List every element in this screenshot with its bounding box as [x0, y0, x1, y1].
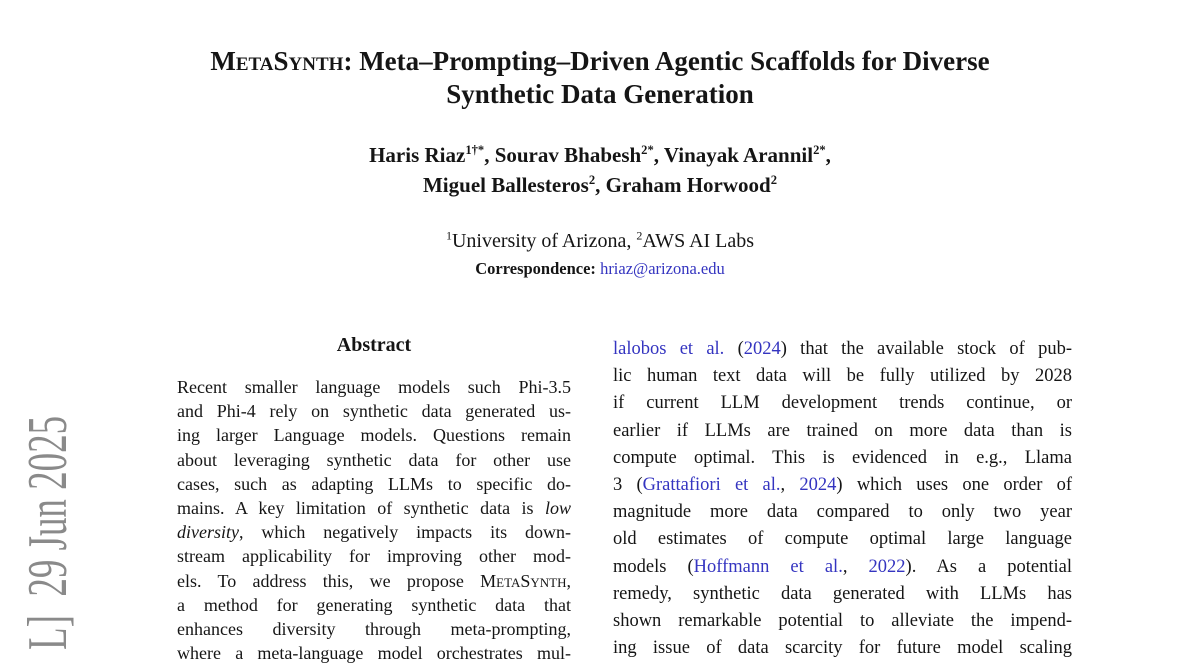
abstract-heading: Abstract — [336, 334, 412, 356]
text-line — [177, 544, 571, 568]
text-segment: about leveraging synthetic data for other use — [177, 449, 571, 470]
text-segment: , — [842, 556, 869, 577]
text-line — [177, 641, 571, 665]
text-segment: Recent smaller language models such Phi-3.5 — [177, 377, 571, 397]
text-segment: 2 — [588, 173, 596, 187]
title-line-1 — [0, 45, 1200, 78]
text-segment: : Meta–Prompting–Driven Agentic Scaffolds for Diverse — [343, 46, 990, 76]
page-title — [0, 45, 1200, 111]
text-line — [177, 472, 571, 496]
text-segment: ). As a potential — [905, 556, 1072, 577]
text-segment: , Graham Horwood — [595, 173, 771, 197]
citation-link[interactable]: 2024 — [799, 474, 837, 495]
text-segment: Synthetic Data Generation — [446, 79, 754, 109]
text-segment: MetaSynth — [210, 46, 344, 76]
text-segment: AWS AI Labs — [642, 230, 755, 252]
text-segment: magnitude more data compared to only two year — [613, 502, 1072, 523]
citation-link[interactable]: 2022 — [868, 556, 906, 577]
text-segment: Miguel Ballesteros — [422, 173, 589, 197]
text-line — [177, 423, 571, 447]
text-segment: 2* — [813, 143, 826, 157]
citation-link[interactable]: 2024 — [743, 339, 781, 359]
text-segment: 3 ( — [613, 474, 643, 495]
text-segment: mains. A key limitation of synthetic data is — [177, 497, 545, 518]
text-segment: els. To address this, we propose — [177, 570, 481, 591]
text-line — [177, 617, 571, 641]
citation-link[interactable]: Grattafiori et al. — [642, 474, 781, 495]
text-segment: , which negatively impacts its down- — [238, 522, 571, 543]
text-line — [177, 593, 571, 617]
text-segment: remedy, synthetic data generated with LLMs has — [613, 583, 1072, 604]
text-segment: ) which uses one order of — [836, 474, 1073, 495]
text-line — [177, 520, 571, 544]
text-line — [177, 496, 571, 520]
affiliations — [0, 228, 1200, 254]
text-segment: where a meta-language model orchestrates mul- — [177, 643, 571, 664]
text-segment: Correspondence: — [475, 259, 601, 278]
abstract-text — [177, 375, 571, 665]
arxiv-watermark: L] 29 Jun 2025 — [17, 415, 79, 650]
text-line — [613, 581, 1072, 608]
text-line — [613, 608, 1072, 635]
text-segment: low — [544, 497, 571, 518]
text-line — [613, 418, 1072, 445]
text-segment: a method for generating synthetic data that — [177, 594, 571, 615]
text-segment: cases, such as adapting LLMs to specific do- — [177, 473, 571, 494]
title-line-2 — [0, 78, 1200, 111]
text-segment: 1 — [445, 228, 452, 243]
text-line — [177, 399, 571, 423]
text-segment: diversity — [177, 522, 239, 543]
text-segment: , Sourav Bhabesh — [484, 143, 642, 167]
text-line — [613, 445, 1072, 472]
text-line — [613, 554, 1072, 581]
text-segment: ) that the available stock of pub- — [780, 339, 1072, 359]
text-segment: compute optimal. This is evidenced in e.g., Llama — [613, 447, 1072, 468]
text-line — [613, 499, 1072, 526]
text-segment: , — [566, 570, 571, 591]
text-segment: 2 — [636, 228, 643, 243]
text-segment: Haris Riaz — [369, 143, 466, 167]
citation-link[interactable]: Hoffmann et al. — [693, 556, 843, 577]
email-link[interactable]: hriaz@arizona.edu — [600, 259, 725, 278]
text-line — [613, 472, 1072, 499]
text-line — [613, 336, 1072, 363]
body-text — [613, 336, 1072, 662]
text-line — [613, 526, 1072, 553]
text-segment: old estimates of compute optimal large language — [613, 529, 1072, 550]
text-segment: ing issue of data scarcity for future model scaling — [613, 638, 1072, 659]
authors-line-2 — [0, 170, 1200, 200]
text-segment: , — [780, 474, 800, 495]
text-segment: shown remarkable potential to alleviate the impend- — [613, 610, 1072, 631]
text-segment: , — [825, 143, 831, 167]
text-segment: earlier if LLMs are trained on more data than is — [613, 420, 1072, 441]
text-segment: University of Arizona, — [451, 230, 637, 252]
text-segment: 2* — [641, 143, 654, 157]
text-line — [177, 448, 571, 472]
author-list — [0, 140, 1200, 200]
text-line — [177, 569, 571, 593]
text-segment: ( — [724, 339, 744, 359]
text-segment: 2 — [770, 173, 777, 187]
text-segment: MetaSynth — [480, 570, 567, 591]
citation-link[interactable]: lalobos et al. — [613, 339, 725, 359]
text-segment: if current LLM development trends continue, or — [613, 393, 1072, 414]
text-line — [177, 375, 571, 399]
text-segment: 1†* — [465, 143, 485, 157]
text-segment: stream applicability for improving other mod- — [177, 546, 571, 567]
text-line — [613, 363, 1072, 390]
text-segment: models ( — [613, 556, 694, 577]
text-segment: ing larger Language models. Questions remain — [177, 425, 571, 446]
text-line — [613, 635, 1072, 662]
text-line — [613, 390, 1072, 417]
correspondence-line — [0, 258, 1200, 280]
text-segment: enhances diversity through meta-prompting, — [177, 618, 571, 639]
text-segment: and Phi-4 rely on synthetic data generated us- — [177, 401, 571, 422]
authors-line-1 — [0, 140, 1200, 170]
text-segment: lic human text data will be fully utilized by 2028 — [613, 366, 1072, 387]
text-segment: , Vinayak Arannil — [653, 143, 814, 167]
